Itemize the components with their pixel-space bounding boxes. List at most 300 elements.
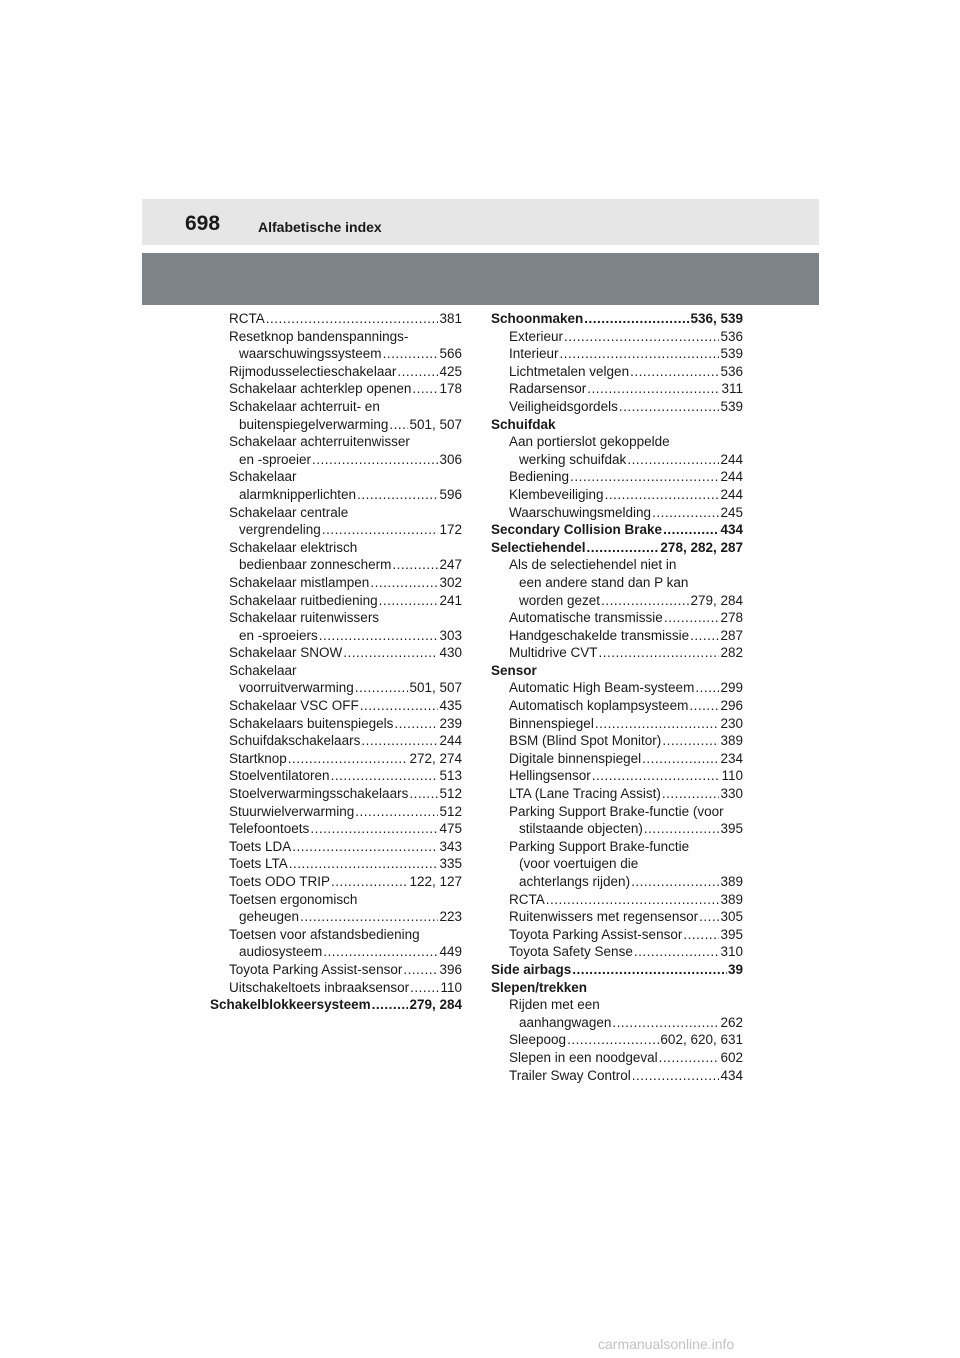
index-entry — [210, 732, 462, 750]
dot-leader — [631, 873, 719, 891]
dot-leader — [587, 539, 660, 557]
index-entry — [491, 1014, 743, 1032]
index-entry — [491, 697, 743, 715]
index-term: Toyota Safety Sense — [509, 944, 633, 960]
dot-leader — [592, 767, 721, 785]
dot-leader — [360, 697, 439, 715]
index-column-left — [210, 310, 462, 1014]
page-reference: 39 — [727, 961, 743, 977]
index-column-right — [491, 310, 743, 1084]
index-entry — [210, 556, 462, 574]
page-reference: 539 — [720, 346, 743, 362]
index-term: Toetsen ergonomisch — [229, 891, 358, 907]
page-reference: 434 — [720, 1067, 743, 1083]
index-entry — [491, 750, 743, 768]
index-entry — [210, 715, 462, 733]
dot-leader — [619, 398, 720, 416]
page-reference: 262 — [720, 1014, 743, 1030]
index-term: Lichtmetalen velgen — [509, 363, 630, 379]
index-entry — [210, 345, 462, 363]
page-reference: 330 — [720, 786, 743, 802]
index-entry — [491, 996, 743, 1014]
index-entry — [210, 574, 462, 592]
index-entry — [491, 504, 743, 522]
index-term: Uitschakeltoets inbraaksensor — [229, 979, 410, 995]
dot-leader — [564, 328, 719, 346]
index-term: Toets LDA — [229, 838, 292, 854]
dot-leader — [595, 715, 720, 733]
page-reference: 389 — [720, 733, 743, 749]
dot-leader — [292, 838, 438, 856]
index-entry — [491, 345, 743, 363]
page-reference: 311 — [721, 381, 743, 397]
page-reference: 244 — [439, 733, 462, 749]
index-entry — [210, 855, 462, 873]
dot-leader — [695, 679, 719, 697]
page-reference: 395 — [720, 926, 743, 942]
index-term: Toets ODO TRIP — [229, 874, 331, 889]
page-reference: 425 — [439, 363, 462, 379]
index-term: Als de selectiehendel niet in — [509, 557, 677, 573]
page-reference: 110 — [721, 768, 743, 784]
dot-leader — [567, 1031, 659, 1049]
dot-leader — [322, 521, 439, 539]
index-term: Digitale binnenspiegel — [509, 750, 642, 766]
dot-leader — [546, 891, 720, 909]
index-term: Exterieur — [509, 328, 564, 344]
index-term: bedienbaar zonnescherm — [239, 557, 392, 573]
page-reference: 278, 282, 287 — [660, 539, 743, 555]
index-entry — [491, 979, 743, 997]
dot-leader — [587, 380, 720, 398]
page-reference: 475 — [439, 821, 462, 837]
index-term: Trailer Sway Control — [509, 1067, 631, 1083]
index-term: worden gezet — [519, 592, 601, 608]
index-term: alarmknipperlichten — [239, 486, 357, 502]
section-banner — [142, 253, 819, 305]
index-term: Slepen in een noodgeval — [509, 1049, 658, 1065]
page-reference: 602 — [720, 1049, 743, 1065]
index-term: RCTA — [509, 891, 545, 907]
page-reference: 501, 507 — [409, 680, 462, 696]
index-entry — [491, 855, 743, 873]
index-term: Resetknop bandenspannings- — [229, 328, 409, 344]
index-entry — [210, 451, 462, 469]
index-entry — [210, 592, 462, 610]
index-entry — [491, 398, 743, 416]
page-reference: 302 — [439, 574, 462, 590]
index-term: en -sproeiers — [239, 627, 318, 643]
index-entry — [491, 908, 743, 926]
dot-leader — [312, 451, 438, 469]
dot-leader — [612, 1014, 719, 1032]
index-entry — [491, 785, 743, 803]
index-term: Schakelaar achterruit- en — [229, 398, 380, 414]
dot-leader — [379, 592, 439, 610]
page-reference: 310 — [720, 944, 743, 960]
page-reference: 279, 284 — [690, 592, 743, 608]
page-reference: 343 — [439, 838, 462, 854]
index-entry — [491, 433, 743, 451]
index-term: (voor voertuigen die — [519, 856, 639, 872]
dot-leader — [627, 451, 719, 469]
dot-leader — [289, 855, 439, 873]
index-term: Schakelaar centrale — [229, 504, 349, 520]
index-entry — [491, 1031, 743, 1049]
index-entry — [210, 803, 462, 821]
page-reference: 230 — [720, 715, 743, 731]
index-entry — [491, 891, 743, 909]
index-entry — [210, 767, 462, 785]
page-reference: 435 — [439, 698, 462, 714]
index-entry — [210, 926, 462, 944]
dot-leader — [659, 1049, 720, 1067]
dot-leader — [397, 363, 438, 381]
dot-leader — [601, 592, 689, 610]
index-entry — [491, 943, 743, 961]
index-term: vergrendeling — [239, 522, 321, 538]
index-entry — [491, 767, 743, 785]
index-term: Schakelaar achterklep openen — [229, 381, 412, 397]
page-reference: 122, 127 — [409, 874, 462, 889]
index-term: Sensor — [491, 662, 537, 678]
index-entry — [491, 328, 743, 346]
dot-leader — [584, 310, 689, 328]
dot-leader — [392, 556, 438, 574]
page-reference: 501, 507 — [409, 416, 462, 432]
dot-leader — [394, 715, 438, 733]
dot-leader — [642, 750, 719, 768]
index-entry — [210, 468, 462, 486]
dot-leader — [689, 697, 719, 715]
index-term: LTA (Lane Tracing Assist) — [509, 786, 661, 802]
index-entry — [491, 961, 743, 979]
index-entry — [210, 609, 462, 627]
index-term: Toets LTA — [229, 856, 288, 872]
index-term: Binnenspiegel — [509, 715, 594, 731]
index-term: Schakelaar achterruitenwisser — [229, 434, 410, 450]
index-term: Parking Support Brake-functie (voor — [509, 803, 724, 819]
index-entry — [210, 961, 462, 979]
dot-leader — [664, 609, 720, 627]
index-term: Automatic High Beam-systeem — [509, 680, 695, 696]
index-term: Rijden met een — [509, 997, 600, 1013]
dot-leader — [357, 486, 438, 504]
index-term: Rijmodusselectieschakelaar — [229, 363, 397, 379]
page-reference: 536 — [720, 363, 743, 379]
page-reference: 536 — [720, 328, 743, 344]
dot-leader — [663, 521, 719, 539]
index-term: Ruitenwissers met regensensor — [509, 909, 699, 925]
index-term: Toetsen voor afstandsbediening — [229, 926, 420, 942]
index-entry — [210, 662, 462, 680]
index-term: Telefoontoets — [229, 821, 310, 837]
index-term: een andere stand dan P kan — [519, 574, 689, 590]
page-reference: 241 — [439, 592, 462, 608]
index-term: Stuurwielverwarming — [229, 803, 355, 819]
index-entry — [210, 697, 462, 715]
index-term: Klembeveiliging — [509, 486, 604, 502]
page-reference: 305 — [720, 909, 743, 925]
dot-leader — [331, 873, 408, 891]
dot-leader — [331, 767, 439, 785]
index-term: Slepen/trekken — [491, 979, 588, 995]
dot-leader — [343, 644, 438, 662]
page-reference: 389 — [720, 891, 743, 907]
index-entry — [491, 521, 743, 539]
index-term: Schakelaar SNOW — [229, 645, 343, 661]
dot-leader — [266, 310, 439, 328]
index-term: en -sproeier — [239, 451, 312, 467]
index-entry — [491, 732, 743, 750]
page-reference: 389 — [720, 874, 743, 889]
dot-leader — [662, 785, 720, 803]
index-entry — [210, 908, 462, 926]
index-entry — [491, 556, 743, 574]
page-reference: 381 — [439, 311, 462, 326]
index-entry — [210, 785, 462, 803]
index-entry — [210, 504, 462, 522]
dot-leader — [310, 820, 438, 838]
page-reference: 430 — [439, 645, 462, 661]
index-entry — [491, 1067, 743, 1085]
dot-leader — [644, 820, 720, 838]
index-entry — [491, 539, 743, 557]
index-term: Schakelaar — [229, 662, 297, 678]
index-term: Schakelaar — [229, 469, 297, 485]
index-entry — [491, 873, 743, 891]
index-term: Parking Support Brake-functie — [509, 838, 690, 854]
index-entry — [491, 820, 743, 838]
index-term: Schakelaar ruitenwissers — [229, 610, 380, 626]
dot-leader — [652, 504, 719, 522]
dot-leader — [300, 908, 438, 926]
index-entry — [491, 1049, 743, 1067]
index-entry — [491, 380, 743, 398]
index-entry — [210, 380, 462, 398]
index-term: Sleepoog — [509, 1032, 567, 1048]
section-title: Alfabetische index — [258, 219, 382, 235]
index-entry — [210, 627, 462, 645]
index-entry — [210, 996, 462, 1014]
index-term: Schakelaar ruitbediening — [229, 592, 378, 608]
dot-leader — [389, 416, 408, 434]
index-term: Schuifdakschakelaars — [229, 733, 361, 749]
page-reference: 335 — [439, 856, 462, 872]
index-term: Automatische transmissie — [509, 610, 663, 626]
index-entry — [210, 644, 462, 662]
index-entry — [491, 468, 743, 486]
index-entry — [491, 803, 743, 821]
dot-leader — [319, 627, 439, 645]
page-reference: 449 — [439, 944, 462, 960]
index-term: geheugen — [239, 909, 300, 925]
dot-leader — [570, 468, 719, 486]
index-term: Secondary Collision Brake — [491, 522, 663, 538]
index-term: voorruitverwarming — [239, 680, 354, 696]
index-term: achterlangs rijden) — [519, 874, 631, 889]
index-entry — [491, 627, 743, 645]
dot-leader — [605, 486, 720, 504]
page-reference: 247 — [439, 557, 462, 573]
index-entry — [210, 891, 462, 909]
index-entry — [491, 679, 743, 697]
index-term: Radarsensor — [509, 381, 587, 397]
index-term: buitenspiegelverwarming — [239, 416, 389, 432]
index-term: BSM (Blind Spot Monitor) — [509, 733, 662, 749]
dot-leader — [599, 644, 720, 662]
index-entry — [491, 451, 743, 469]
index-term: Multidrive CVT — [509, 645, 598, 661]
index-entry — [491, 644, 743, 662]
index-term: Interieur — [509, 346, 559, 362]
dot-leader — [372, 996, 409, 1014]
dot-leader — [560, 345, 720, 363]
watermark: carmanualsonline.info — [598, 1336, 735, 1352]
index-entry — [491, 310, 743, 328]
dot-leader — [409, 785, 438, 803]
dot-leader — [288, 750, 409, 768]
index-term: Schakelaar elektrisch — [229, 539, 358, 555]
index-term: Hellingsensor — [509, 768, 591, 784]
page-reference: 245 — [720, 504, 743, 520]
dot-leader — [572, 961, 727, 979]
index-entry — [491, 715, 743, 733]
index-entry — [210, 873, 462, 891]
page-reference: 244 — [720, 469, 743, 485]
page-reference: 296 — [720, 698, 743, 714]
index-entry — [491, 662, 743, 680]
index-term: Automatisch koplampsysteem — [509, 698, 689, 714]
index-term: Stoelverwarmingsschakelaars — [229, 786, 409, 802]
page-reference: 272, 274 — [409, 750, 462, 766]
index-term: Startknop — [229, 750, 287, 766]
index-entry — [210, 486, 462, 504]
index-term: Schuifdak — [491, 416, 556, 432]
page-reference: 596 — [439, 486, 462, 502]
index-term: Schakelblokkeersysteem — [210, 997, 371, 1013]
index-entry — [210, 943, 462, 961]
index-term: audiosysteem — [239, 944, 323, 960]
index-term: werking schuifdak — [519, 451, 627, 467]
index-term: Schoonmaken — [491, 311, 584, 326]
index-term: RCTA — [229, 311, 265, 326]
page-reference: 512 — [439, 786, 462, 802]
dot-leader — [361, 732, 438, 750]
index-entry — [491, 609, 743, 627]
index-entry — [491, 838, 743, 856]
page-reference: 299 — [720, 680, 743, 696]
page-reference: 566 — [439, 346, 462, 362]
index-term: aanhangwagen — [519, 1014, 612, 1030]
index-term: Side airbags — [491, 961, 572, 977]
dot-leader — [355, 679, 409, 697]
dot-leader — [662, 732, 719, 750]
index-term: Toyota Parking Assist-sensor — [509, 926, 683, 942]
dot-leader — [412, 380, 438, 398]
header-band — [142, 199, 819, 245]
index-term: Handgeschakelde transmissie — [509, 627, 690, 643]
page-reference: 602, 620, 631 — [660, 1032, 743, 1048]
index-term: Schakelaar mistlampen — [229, 574, 370, 590]
index-entry — [210, 838, 462, 856]
page-reference: 172 — [439, 522, 462, 538]
page-reference: 306 — [439, 451, 462, 467]
page-reference: 244 — [720, 451, 743, 467]
index-term: Selectiehendel — [491, 539, 586, 555]
page-reference: 434 — [720, 522, 743, 538]
index-entry — [491, 926, 743, 944]
page-reference: 234 — [720, 750, 743, 766]
index-term: waarschuwingssysteem — [239, 346, 382, 362]
page-reference: 223 — [439, 909, 462, 925]
page-number: 698 — [185, 212, 221, 235]
index-entry — [210, 979, 462, 997]
page-reference: 279, 284 — [409, 997, 462, 1013]
dot-leader — [383, 345, 439, 363]
page-reference: 178 — [439, 381, 462, 397]
index-entry — [210, 398, 462, 416]
index-term: Waarschuwingsmelding — [509, 504, 652, 520]
index-entry — [210, 750, 462, 768]
page-reference: 239 — [439, 715, 462, 731]
dot-leader — [632, 1067, 720, 1085]
index-entry — [210, 433, 462, 451]
index-term: Aan portierslot gekoppelde — [509, 434, 670, 450]
index-entry — [210, 679, 462, 697]
dot-leader — [630, 363, 719, 381]
page-reference: 303 — [439, 627, 462, 643]
index-term: Schakelaars buitenspiegels — [229, 715, 394, 731]
dot-leader — [323, 943, 438, 961]
index-entry — [210, 521, 462, 539]
index-term: Bediening — [509, 469, 570, 485]
index-entry — [491, 592, 743, 610]
index-term: Schakelaar VSC OFF — [229, 698, 359, 714]
dot-leader — [410, 979, 439, 997]
page-reference: 244 — [720, 486, 743, 502]
dot-leader — [355, 803, 438, 821]
dot-leader — [683, 926, 719, 944]
index-entry — [491, 486, 743, 504]
page-reference: 513 — [439, 768, 462, 784]
index-entry — [210, 328, 462, 346]
page-reference: 536, 539 — [690, 311, 743, 326]
index-term: Veiligheidsgordels — [509, 398, 618, 414]
index-entry — [210, 539, 462, 557]
dot-leader — [370, 574, 438, 592]
index-entry — [491, 363, 743, 381]
page-reference: 282 — [720, 645, 743, 661]
index-entry — [210, 310, 462, 328]
index-entry — [210, 363, 462, 381]
index-entry — [210, 416, 462, 434]
dot-leader — [699, 908, 719, 926]
index-entry — [491, 574, 743, 592]
dot-leader — [403, 961, 438, 979]
index-entry — [210, 820, 462, 838]
index-term: Toyota Parking Assist-sensor — [229, 961, 403, 977]
page-reference: 287 — [720, 627, 743, 643]
index-entry — [491, 416, 743, 434]
page-reference: 539 — [720, 398, 743, 414]
page-reference: 110 — [440, 979, 462, 995]
dot-leader — [690, 627, 719, 645]
index-term: Stoelventilatoren — [229, 768, 330, 784]
page-reference: 278 — [720, 610, 743, 626]
page-reference: 395 — [720, 821, 743, 837]
dot-leader — [634, 943, 720, 961]
